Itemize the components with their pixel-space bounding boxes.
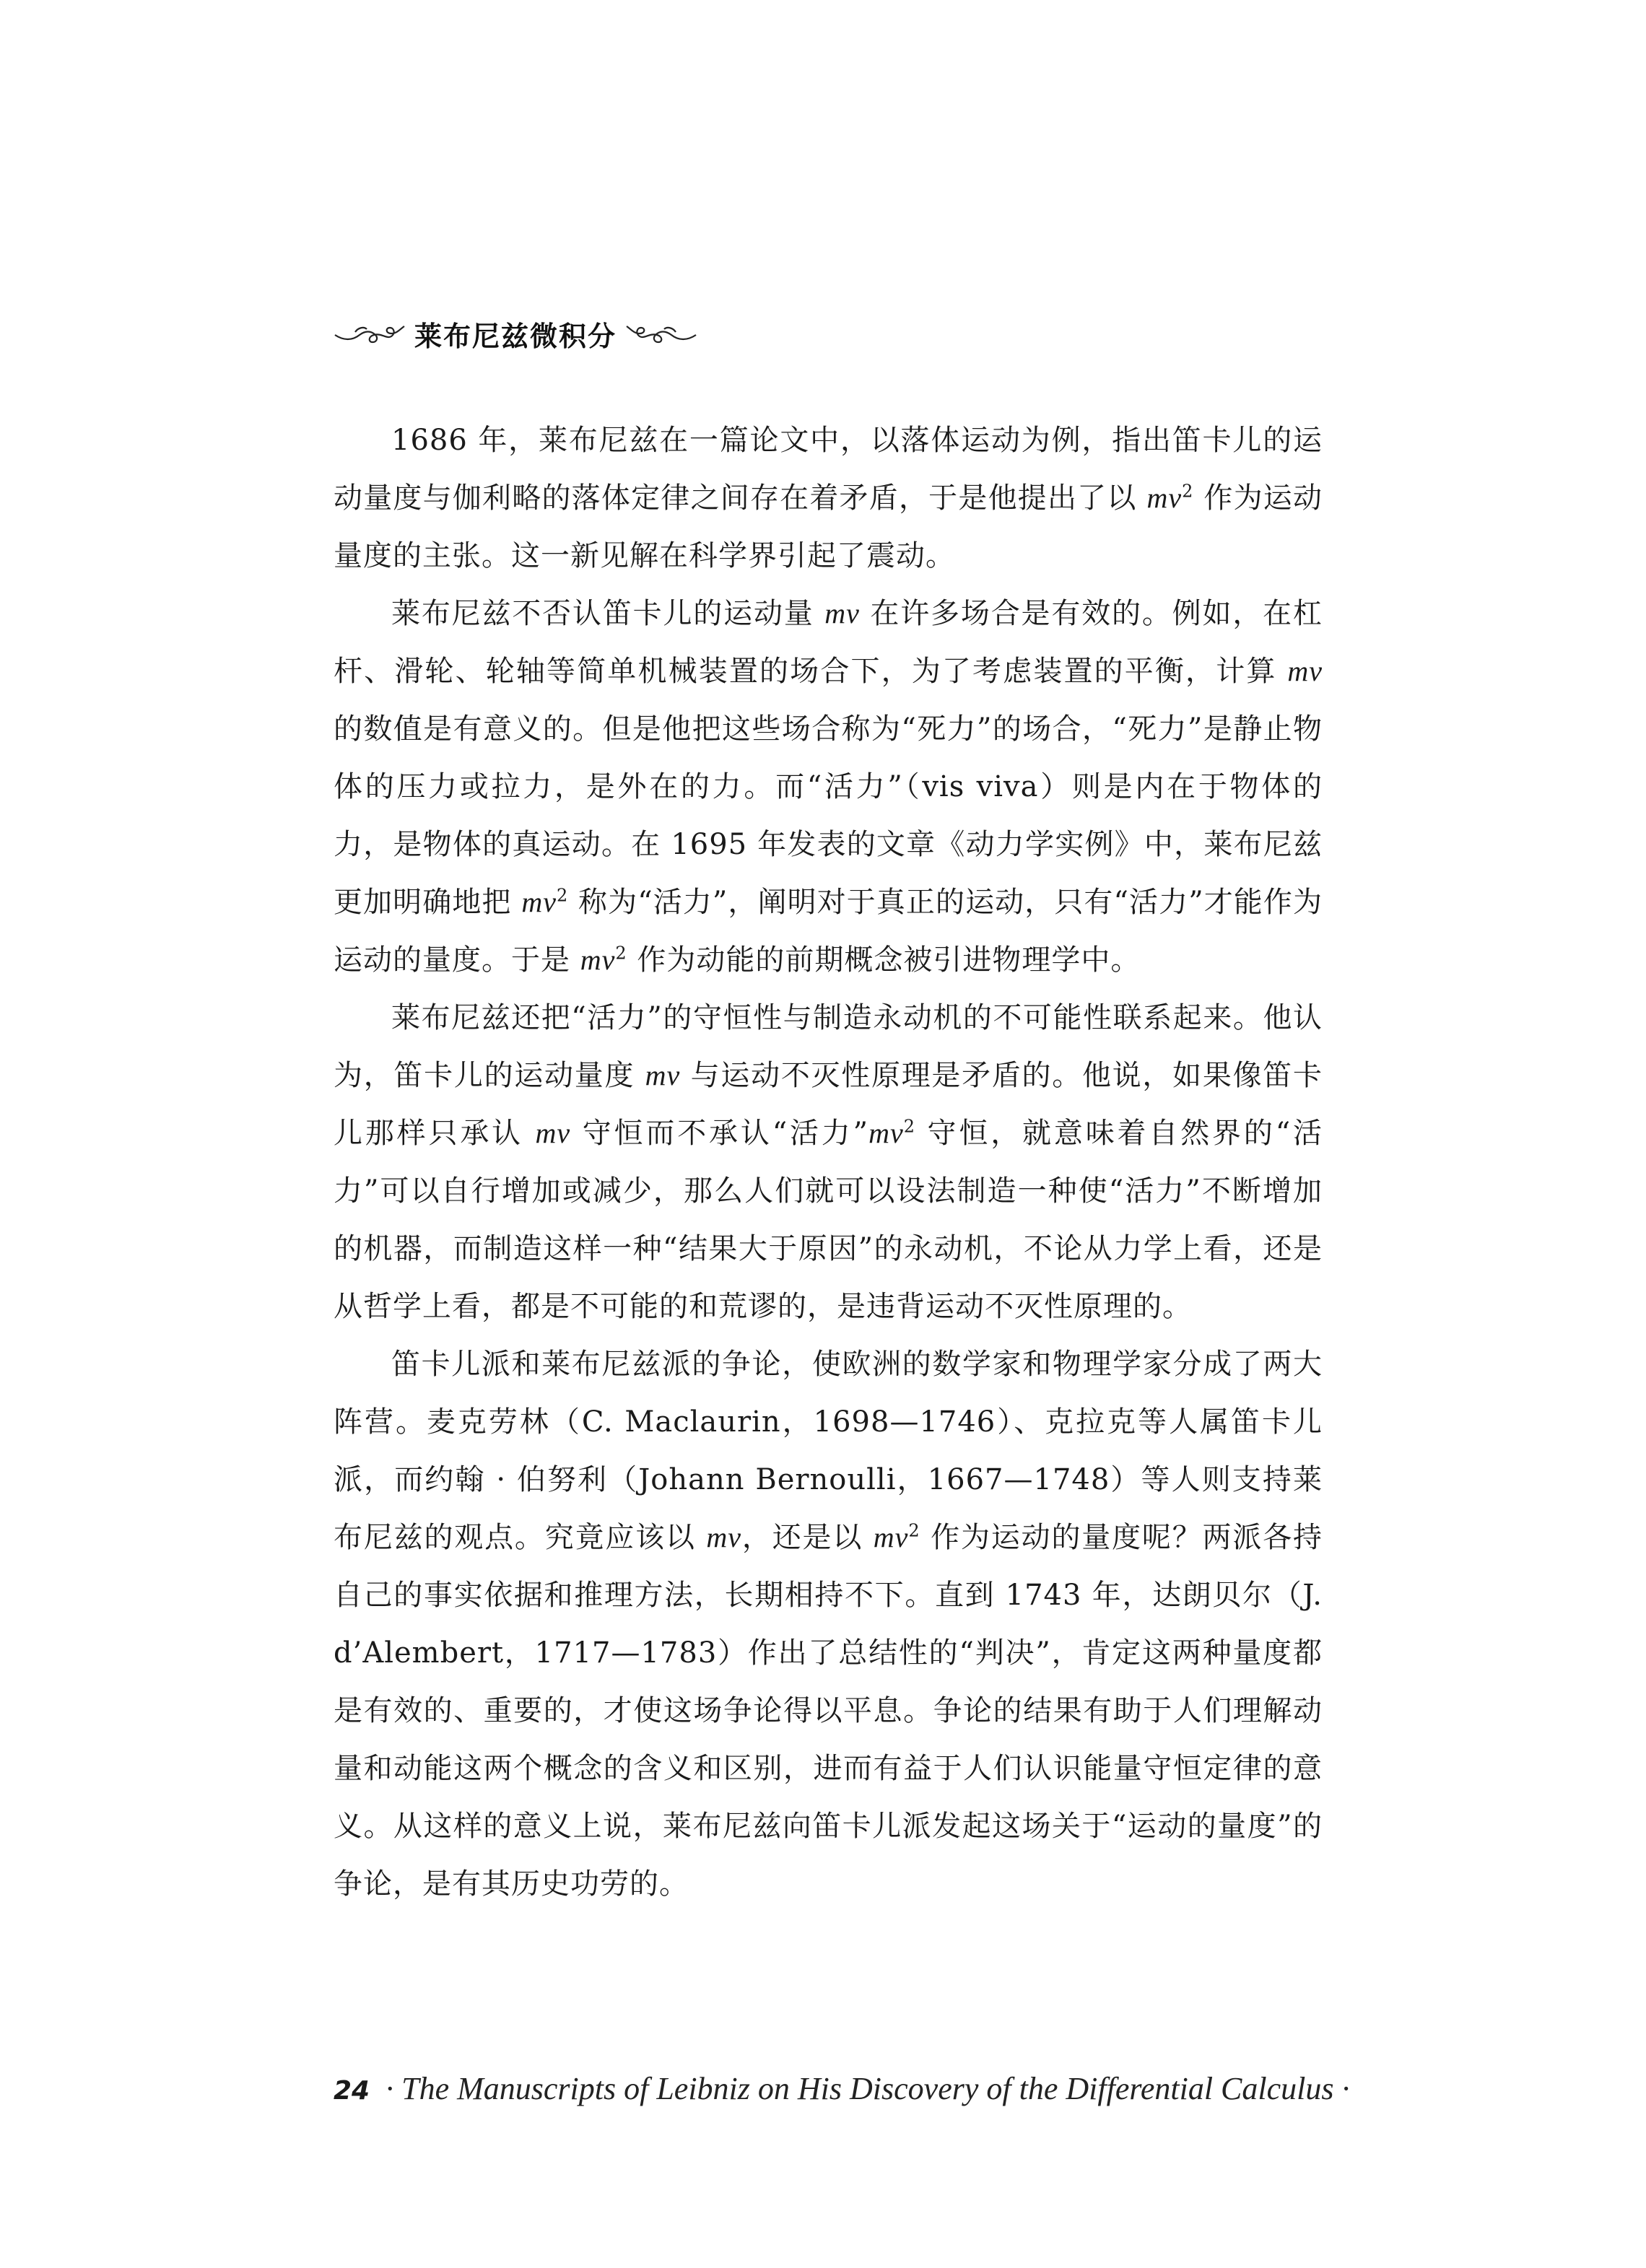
text-run: 笛卡儿派和莱布尼兹派的争论，使欧洲的数学家和物理学家分成了两大阵营。麦克劳林（C. Maclaurin，1698—1746）、克拉克等人属笛卡儿派，而约翰 · 伯努利（Johann Bernoulli，1667—1748）等人则支持莱布尼兹的观点。究竟应该以 [334,1348,1323,1554]
text-run: 的数值是有意义的。但是他把这些场合称为“死力”的场合，“死力”是静止物体的压力或拉力，是外在的力。而“活力”（vis viva）则是内在于物体的力，是物体的真运动。在 1695 年发表的文章《动力学实例》中，莱布尼兹更加明确地把 [334,712,1323,919]
running-header-title: 莱布尼兹微积分 [414,320,617,352]
text-run: 莱布尼兹不否认笛卡儿的运动量 [391,597,825,630]
footer-book-title: · The Manuscripts of Leibniz on His Discovery of the Differential Calculus · [386,2071,1350,2106]
text-run: 守恒而不承认“活力” [570,1117,869,1150]
paragraph-3 [334,989,1323,1335]
math-mv: mv [824,597,860,629]
math-mv: mv [580,943,616,976]
superscript: 2 [908,1520,920,1541]
body-text [334,411,1323,1913]
paragraph-1 [334,411,1323,585]
text-run: 1686 年，莱布尼兹在一篇论文中，以落体运动为例，指出笛卡儿的运动量度与伽利略的落体定律之间存在着矛盾，于是他提出了以 [334,424,1323,515]
text-run: 守恒，就意味着自然界的“活力”可以自行增加或减少，那么人们就可以设法制造一种使“活力”不断增加的机器，而制造这样一种“结果大于原因”的永动机，不论从力学上看，还是从哲学上看，都是不可能的和荒谬的，是违背运动不灭性原理的。 [334,1117,1323,1323]
math-mv: mv [1287,655,1323,687]
math-mv: mv [535,1117,571,1149]
text-run: ，还是以 [741,1521,874,1554]
superscript: 2 [615,943,627,964]
text-run: 作为动能的前期概念被引进物理学中。 [627,943,1141,977]
paragraph-4 [334,1335,1323,1913]
math-mv: mv [645,1059,681,1091]
text-run: 与运动不灭性原理是矛盾的。他说，如果像笛卡儿那样只承认 [334,1059,1323,1150]
superscript: 2 [903,1116,916,1137]
math-mv: mv [873,1521,909,1553]
math-mv: mv [521,886,557,918]
text-run: 莱布尼兹还把“活力”的守恒性与制造永动机的不可能性联系起来。他认为，笛卡儿的运动量度 [334,1001,1323,1092]
paragraph-2 [334,585,1323,989]
superscript: 2 [1182,481,1194,502]
right-flourish-ornament [625,319,697,348]
text-run: 作为运动量度的主张。这一新见解在科学界引起了震动。 [334,481,1323,572]
math-mv: mv [1146,481,1183,514]
text-run: 在许多场合是有效的。例如，在杠杆、滑轮、轮轴等简单机械装置的场合下，为了考虑装置的平衡，计算 [334,597,1323,688]
page-footer [334,2070,1416,2114]
left-flourish-ornament [334,319,406,348]
text-run: 称为“活力”，阐明对于真正的运动，只有“活力”才能作为运动的量度。于是 [334,886,1323,977]
math-mv: mv [706,1521,742,1553]
superscript: 2 [556,885,569,906]
math-mv: mv [868,1117,904,1149]
text-run: 作为运动的量度呢？两派各持自己的事实依据和推理方法，长期相持不下。直到 1743 年，达朗贝尔（J. d’Alembert，1717—1783）作出了总结性的“判决”，肯定这两种量度都是有效的、重要的，才使这场争论得以平息。争论的结果有助于人们理解动量和动能这两个概念的含义和区别，进而有益于人们认识能量守恒定律的意义。从这样的意义上说，莱布尼兹向笛卡儿派发起这场关于“运动的量度”的争论，是有其历史功劳的。 [334,1521,1323,1901]
running-header [334,312,697,355]
page-number: 24 [334,2076,370,2106]
